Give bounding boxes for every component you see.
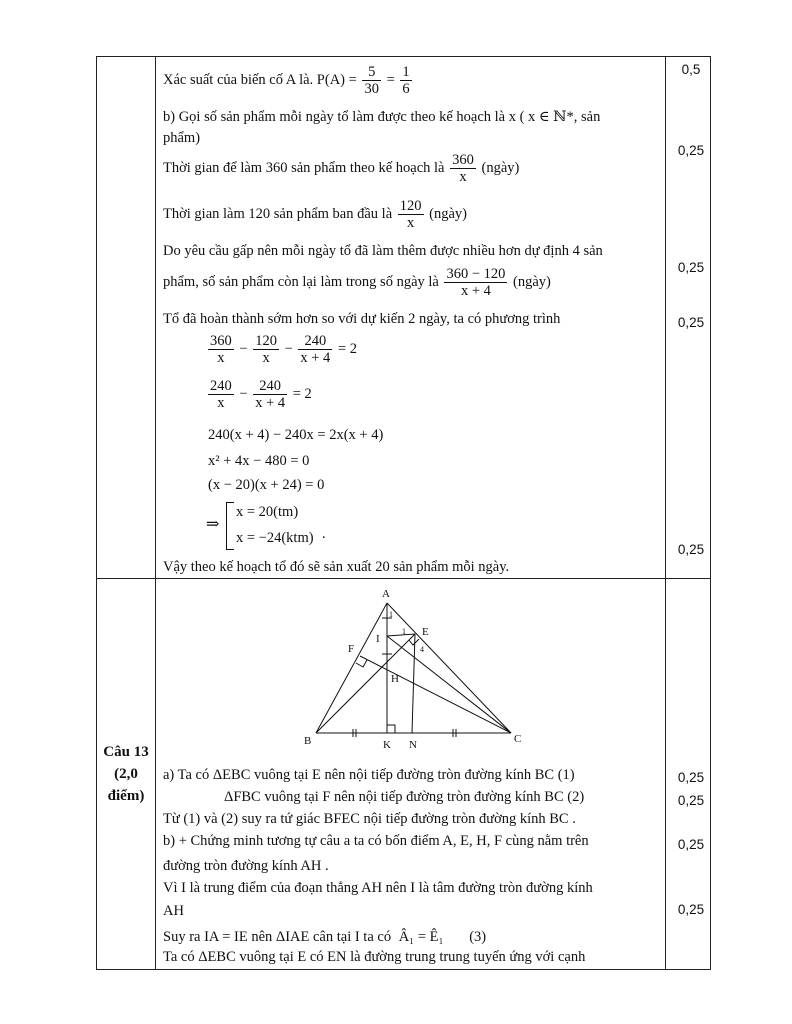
- angle-equality: Â₁ = Ê₁: [398, 929, 444, 945]
- equation-4: x² + 4x − 480 = 0: [208, 453, 310, 469]
- text: Xác suất của biến cố A là. P(A) =: [163, 71, 357, 88]
- label-a: A: [382, 588, 390, 600]
- score: 0,25: [677, 793, 705, 808]
- line-extra: Do yêu cầu gấp nên mỗi ngày tổ đã làm thêm được nhiều hơn dự định 4 sản: [163, 243, 603, 259]
- solution-2: x = −24(ktm): [236, 530, 314, 546]
- solution-1: x = 20(tm): [236, 504, 299, 520]
- right-angle-k: [387, 725, 395, 733]
- label-n: N: [409, 739, 417, 751]
- right-angle-f: [356, 660, 367, 667]
- line-probability: Xác suất của biến cố A là. P(A) = $\frac{5}{30}$ = $\frac{1}{6}$: [163, 64, 410, 97]
- equation-1: $\frac{360}{x}$ − $\frac{120}{x}$ − $\frac{240}{x + 4}$ = 2: [210, 333, 357, 366]
- line-b2: đường tròn đường kính AH .: [163, 858, 329, 874]
- line-product: phẩm): [163, 130, 201, 146]
- altitude-be: [316, 634, 415, 733]
- score: 0,25: [677, 837, 705, 852]
- line-a2: ΔFBC vuông tại F nên nội tiếp đường tròn đường kính BC (2): [224, 789, 585, 805]
- label-f: F: [348, 643, 355, 655]
- question-points: (2,0: [114, 766, 138, 782]
- line-time-120: Thời gian làm 120 sản phẩm ban đầu là $\frac{120}{x}$ (ngày): [163, 198, 467, 231]
- line-equation-intro: Tổ đã hoàn thành sớm hơn so với dự kiến 2 ngày, ta có phương trình: [163, 311, 561, 327]
- fraction: $\frac{1}{6}$: [402, 64, 410, 97]
- period: .: [322, 526, 326, 542]
- score: 0,25: [677, 260, 705, 275]
- question-title: Câu 13: [103, 744, 149, 760]
- score: 0,25: [677, 542, 705, 557]
- line-b5: Suy ra IA = IE nên ΔIAE cân tại I ta có Â₁ = Ê₁ (3): [163, 929, 487, 945]
- angle-label-4: 4: [420, 645, 424, 654]
- line-remaining: phẩm, số sản phẩm còn lại làm trong số ngày là $\frac{360 - 120}{x + 4}$ (ngày): [163, 266, 551, 299]
- label-h: H: [391, 673, 399, 685]
- line-b4: AH: [163, 903, 184, 919]
- angle-label-1: 1: [389, 610, 393, 619]
- line-b6: Ta có ΔEBC vuông tại E có EN là đường trung trung tuyến ứng với cạnh: [163, 949, 586, 965]
- label-b: B: [304, 735, 312, 747]
- question-unit: điểm): [107, 788, 145, 804]
- score: 0,5: [681, 62, 701, 77]
- altitude-cf: [360, 656, 511, 733]
- line-b3: Vì I là trung điểm của đoạn thẳng AH nên I là tâm đường tròn đường kính: [163, 880, 593, 896]
- score: 0,25: [677, 770, 705, 785]
- side-ac: [387, 603, 511, 733]
- fraction: $\frac{5}{30}$: [364, 64, 379, 97]
- line-conclusion: Vậy theo kế hoạch tổ đó sẽ sản xuất 20 sản phẩm mỗi ngày.: [163, 559, 510, 575]
- equation-5: (x − 20)(x + 24) = 0: [208, 477, 325, 493]
- angle-label-1b: 1: [402, 627, 406, 636]
- label-c: C: [514, 733, 522, 745]
- label-i: I: [376, 633, 380, 645]
- label-e: E: [422, 626, 429, 638]
- segment-ie: [387, 634, 415, 636]
- line-a1: a) Ta có ΔEBC vuông tại E nên nội tiếp đường tròn đường kính BC (1): [163, 767, 575, 783]
- segment-ic: [387, 636, 511, 733]
- line-let-x: b) Gọi số sản phẩm mỗi ngày tổ làm được theo kế hoạch là x ( x ∈ ℕ*, sản: [163, 109, 601, 125]
- score: 0,25: [677, 902, 705, 917]
- line-b1: b) + Chứng minh tương tự câu a ta có bốn điểm A, E, H, F cùng nằm trên: [163, 833, 589, 849]
- line-time-360: Thời gian để làm 360 sản phẩm theo kế hoạch là $\frac{360}{x}$ (ngày): [163, 152, 520, 185]
- equation-3: 240(x + 4) − 240x = 2x(x + 4): [208, 427, 384, 443]
- side-ab: [316, 603, 387, 733]
- score: 0,25: [677, 143, 705, 158]
- equation-2: $\frac{240}{x}$ − $\frac{240}{x + 4}$ = 2: [210, 378, 312, 411]
- label-k: K: [383, 739, 391, 751]
- score: 0,25: [677, 315, 705, 330]
- implies-arrow: ⇒: [206, 516, 220, 533]
- line-a3: Từ (1) và (2) suy ra tứ giác BFEC nội tiếp đường tròn đường kính BC .: [163, 811, 576, 827]
- right-angle-e: [409, 639, 419, 645]
